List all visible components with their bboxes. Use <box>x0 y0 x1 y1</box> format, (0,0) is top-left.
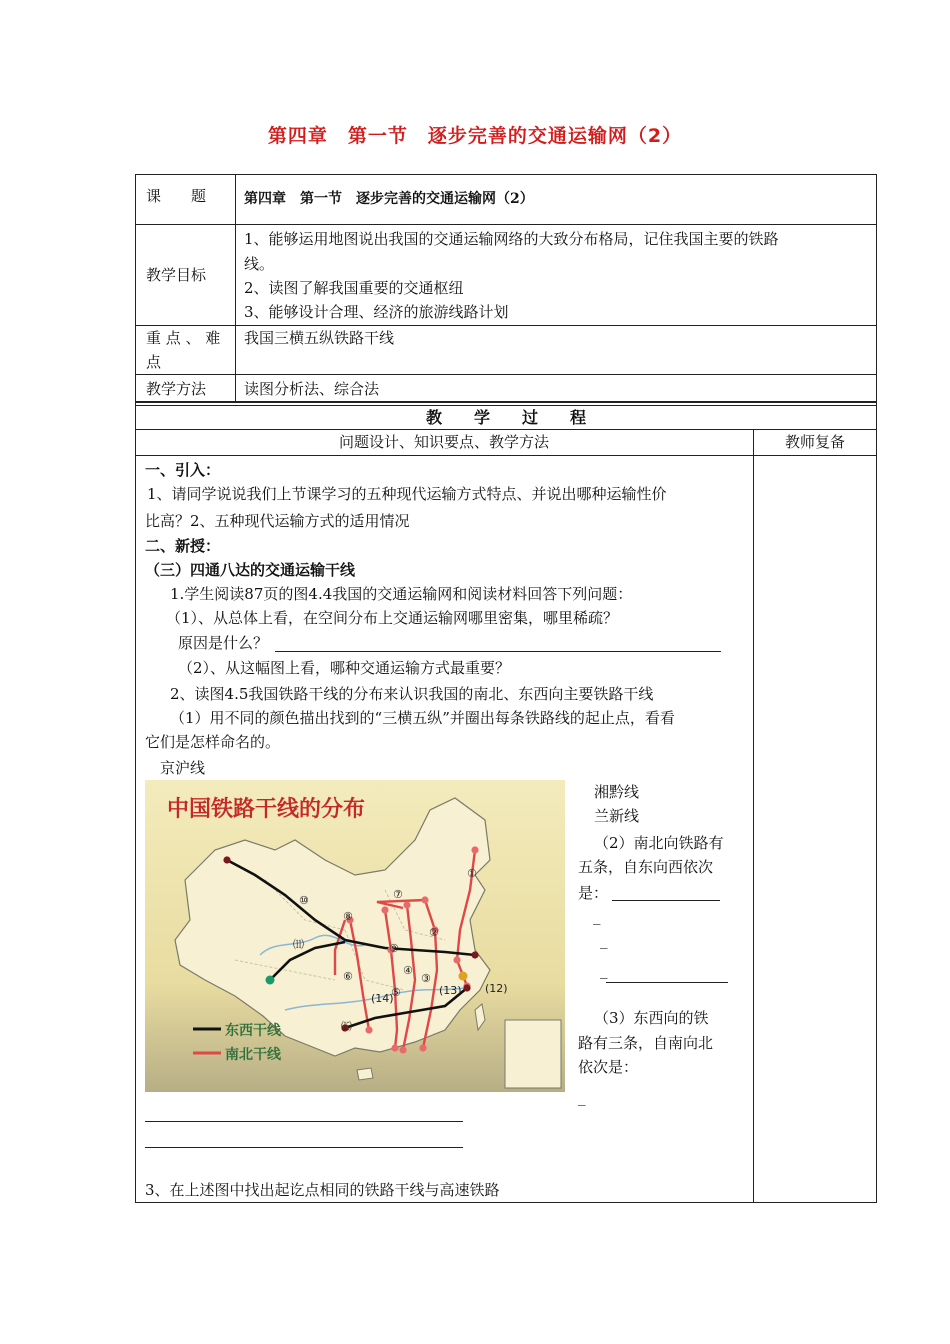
section-heading: （三）四通八达的交通运输干线 <box>145 561 356 579</box>
station-dot <box>266 976 275 985</box>
answer-line[interactable] <box>145 1147 463 1148</box>
blank-dash: _ <box>578 1088 586 1106</box>
map-line-number: ⑧ <box>343 910 353 923</box>
question-1a-reason: 原因是什么？ <box>178 634 269 652</box>
goal-line: 线。 <box>244 255 275 273</box>
map-line-number: ⒂ <box>341 1020 352 1033</box>
map-line-number: (12) <box>485 982 508 995</box>
process-header: 教 学 过 程 <box>425 408 586 427</box>
topic-label: 课 题 <box>146 187 207 205</box>
question-3: 3、在上述图中找出起讫点相同的铁路干线与高速铁路 <box>145 1181 500 1199</box>
map-line-number: ⑤ <box>391 986 401 999</box>
ew-question-3: 依次是： <box>578 1058 639 1076</box>
map-line-number: ④ <box>403 964 413 977</box>
question-1: 1.学生阅读87页的图4.4我国的交通运输网和阅读材料回答下列问题： <box>170 585 633 603</box>
intro-question-1: 1、请同学说说我们上节课学习的五种现代运输方式特点、并说出哪种运输性价 <box>147 485 667 503</box>
question-2a: （1）用不同的颜色描出找到的“三横五纵”并圈出每条铁路线的起止点，看看 <box>170 709 675 727</box>
station-dot <box>391 1044 398 1051</box>
blank-dash: _ <box>600 961 608 979</box>
goal-line: 1、能够运用地图说出我国的交通运输网络的大致分布格局，记住我国主要的铁路 <box>244 230 779 248</box>
station-dot <box>223 856 230 863</box>
blank-dash: _ <box>600 931 608 949</box>
new-heading: 二、新授： <box>145 537 221 555</box>
topic-value: 第四章 第一节 逐步完善的交通运输网（2） <box>244 191 534 207</box>
railway-jinghu: 京沪线 <box>160 759 206 777</box>
process-col2-header: 教师复备 <box>784 433 845 451</box>
station-dot <box>463 984 470 991</box>
method-value: 读图分析法、综合法 <box>244 380 380 398</box>
key-label: 重 点 、 难 <box>146 329 221 347</box>
legend-ns: 南北干线 <box>225 1047 281 1063</box>
map-line-number: ⑥ <box>343 970 353 983</box>
map-line-number: ③ <box>421 972 431 985</box>
ns-question-2: 五条，自东向西依次 <box>578 858 714 876</box>
map-line-number: ① <box>467 867 477 880</box>
answer-line[interactable] <box>145 1121 463 1122</box>
map-line-number: (14) <box>371 992 394 1005</box>
station-dot <box>399 1046 406 1053</box>
answer-line[interactable] <box>606 982 728 983</box>
key-label-2: 点 <box>146 353 162 371</box>
goals-label: 教学目标 <box>146 266 207 284</box>
intro-question-2: 比高？2、五种现代运输方式的适用情况 <box>145 512 410 530</box>
ns-question-1: （2）南北向铁路有 <box>594 834 724 852</box>
legend-ew: 东西干线 <box>225 1023 281 1039</box>
answer-line[interactable] <box>612 900 720 901</box>
intro-heading: 一、引入： <box>145 461 221 479</box>
railway-lanxin: 兰新线 <box>594 807 640 825</box>
hainan-outline <box>357 1068 373 1080</box>
page-title: 第四章 第一节 逐步完善的交通运输网（2） <box>267 125 683 147</box>
railway-xiangqian: 湘黔线 <box>594 783 640 801</box>
station-dot <box>403 901 410 908</box>
south-sea-inset <box>505 1020 561 1088</box>
goal-line: 2、读图了解我国重要的交通枢纽 <box>244 279 464 297</box>
map-line-number: ⑦ <box>393 888 403 901</box>
map-line-number: ⑾ <box>293 938 304 951</box>
station-dot <box>453 956 460 963</box>
map-line-number: ② <box>429 926 439 939</box>
station-dot <box>365 1026 372 1033</box>
question-2a-cont: 它们是怎样命名的。 <box>145 733 281 751</box>
method-label: 教学方法 <box>146 380 207 398</box>
blank-dash: _ <box>593 907 601 925</box>
station-dot <box>421 896 428 903</box>
station-dot <box>459 972 468 981</box>
process-col1-header: 问题设计、知识要点、教学方法 <box>338 433 549 451</box>
station-dot <box>381 906 388 913</box>
answer-line[interactable] <box>275 651 721 652</box>
ew-question-2: 路有三条，自南向北 <box>578 1034 714 1052</box>
question-2: 2、读图4.5我国铁路干线的分布来认识我国的南北、东西向主要铁路干线 <box>170 685 654 703</box>
ew-question-1: （3）东西向的铁 <box>594 1009 709 1027</box>
station-dot <box>471 846 478 853</box>
ns-question-3: 是： <box>578 884 609 902</box>
station-dot <box>471 951 478 958</box>
goal-line: 3、能够设计合理、经济的旅游线路计划 <box>244 303 509 321</box>
map-line-number: ⑨ <box>389 942 399 955</box>
map-line-number: ⑩ <box>299 894 309 907</box>
station-dot <box>419 1044 426 1051</box>
question-1a: （1）、从总体上看，在空间分布上交通运输网哪里密集，哪里稀疏？ <box>166 609 619 627</box>
map-line-number: (13) <box>439 984 462 997</box>
question-1b: （2）、从这幅图上看，哪种交通运输方式最重要？ <box>178 659 511 677</box>
key-value: 我国三横五纵铁路干线 <box>244 329 395 347</box>
map-title: 中国铁路干线的分布 <box>167 797 366 822</box>
china-railway-map <box>145 780 565 1092</box>
